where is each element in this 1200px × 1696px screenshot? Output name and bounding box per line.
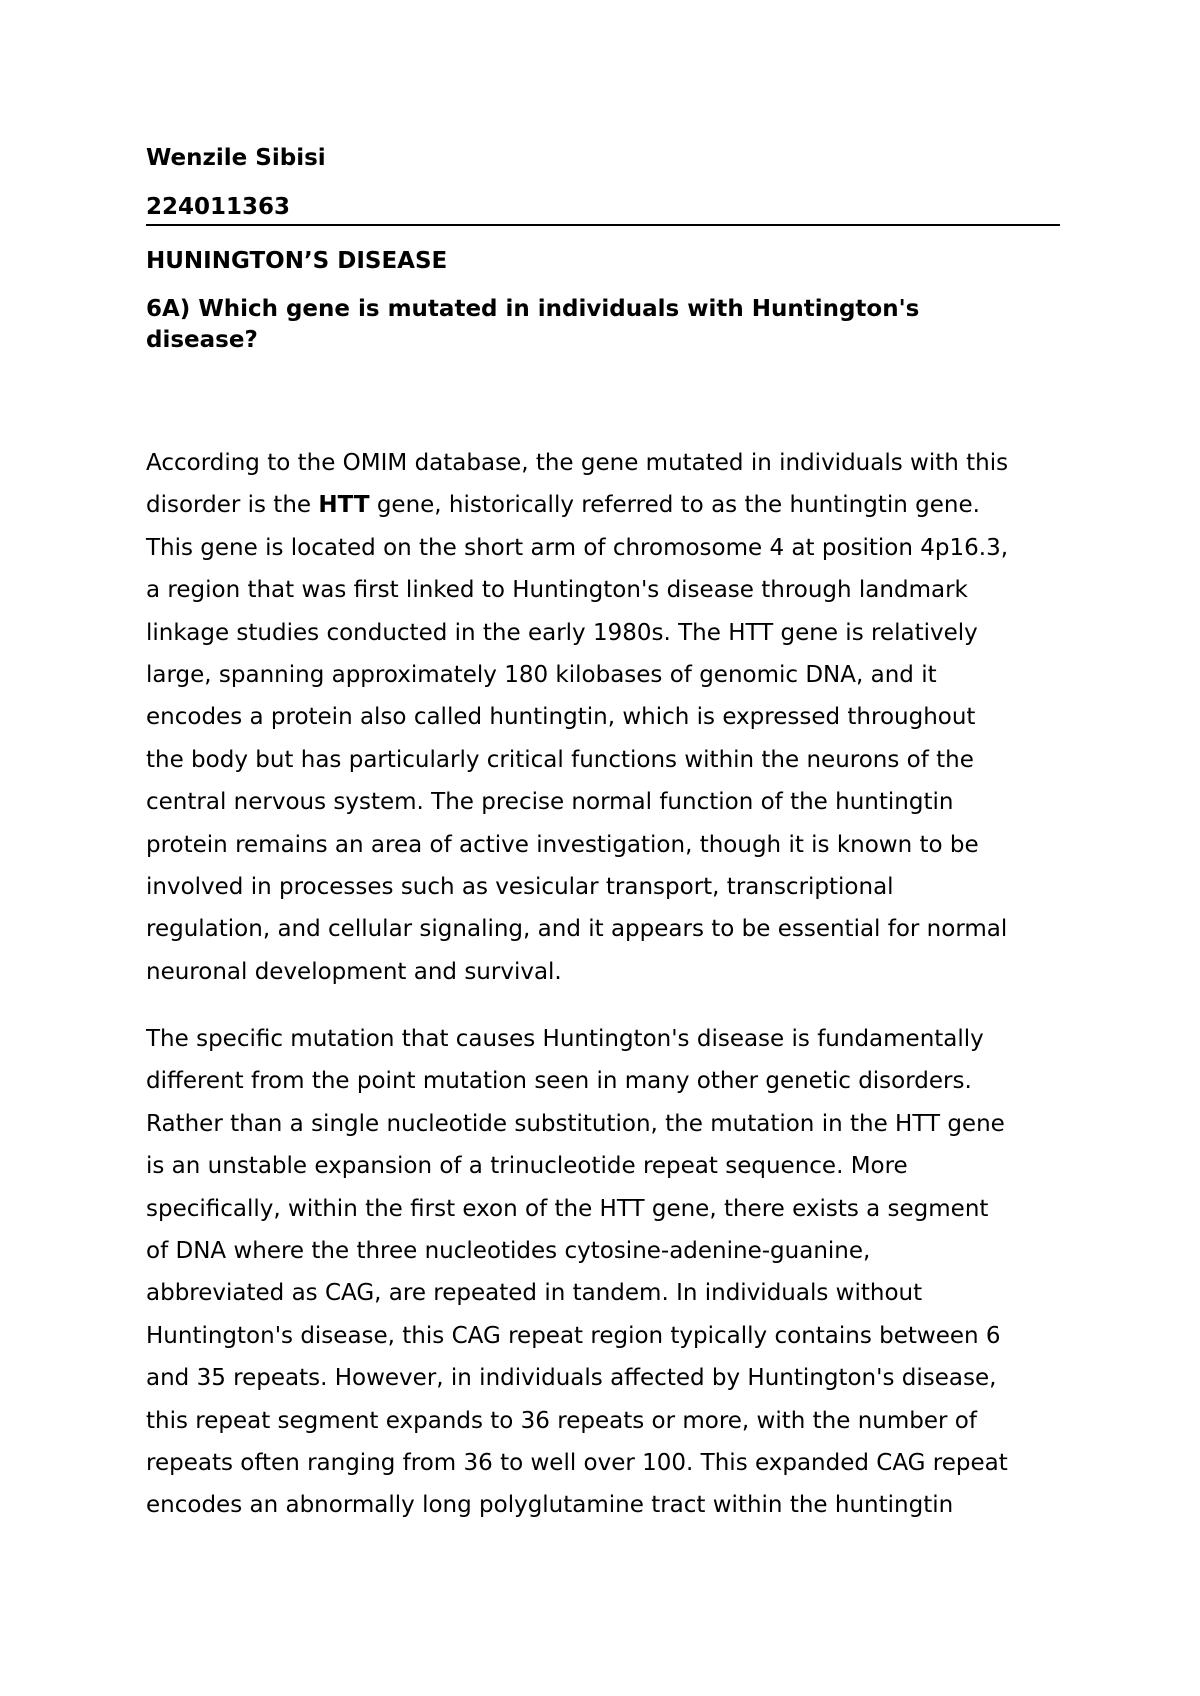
text-run: gene, historically referred to as the huntingtin gene. [369, 492, 980, 519]
paragraph-line: is an unstable expansion of a trinucleotide repeat sequence. More [146, 1153, 908, 1180]
paragraph-line: the body but has particularly critical functions within the neurons of the [146, 746, 974, 773]
paragraph-line: a region that was first linked to Huntington's disease through landmark [146, 577, 968, 604]
answer-paragraph-1 [146, 442, 1060, 993]
document-title: HUNINGTON’S DISEASE [146, 248, 448, 274]
question-line: 6A) Which gene is mutated in individuals with Huntington's [146, 296, 920, 322]
paragraph-line: large, spanning approximately 180 kilobases of genomic DNA, and it [146, 661, 937, 688]
paragraph-line: regulation, and cellular signaling, and it appears to be essential for normal [146, 916, 1008, 943]
paragraph-line: involved in processes such as vesicular transport, transcriptional [146, 873, 894, 900]
paragraph-line: central nervous system. The precise normal function of the huntingtin [146, 789, 954, 816]
paragraph-line: repeats often ranging from 36 to well over 100. This expanded CAG repeat [146, 1449, 1008, 1476]
paragraph-line: different from the point mutation seen in many other genetic disorders. [146, 1068, 972, 1095]
question-line: disease? [146, 327, 258, 353]
paragraph-line: The specific mutation that causes Huntington's disease is fundamentally [146, 1026, 984, 1052]
paragraph-line: neuronal development and survival. [146, 958, 562, 985]
paragraph-line: of DNA where the three nucleotides cytosine-adenine-guanine, [146, 1237, 871, 1264]
paragraph-line: This gene is located on the short arm of chromosome 4 at position 4p16.3, [146, 534, 1009, 561]
question-heading [146, 294, 1060, 356]
student-id: 224011363 [146, 194, 291, 220]
answer-paragraph-2 [146, 1018, 1060, 1527]
header-divider [146, 224, 1060, 226]
gene-name-bold: HTT [318, 492, 370, 519]
paragraph-line: specifically, within the first exon of the HTT gene, there exists a segment [146, 1195, 989, 1222]
author-name: Wenzile Sibisi [146, 145, 326, 171]
paragraph-line: encodes an abnormally long polyglutamine tract within the huntingtin [146, 1492, 954, 1519]
paragraph-line: this repeat segment expands to 36 repeats or more, with the number of [146, 1407, 977, 1434]
paragraph-line: Rather than a single nucleotide substitution, the mutation in the HTT gene [146, 1110, 1005, 1137]
paragraph-line: Huntington's disease, this CAG repeat region typically contains between 6 [146, 1322, 1001, 1349]
paragraph-line [146, 484, 1060, 526]
paragraph-line: abbreviated as CAG, are repeated in tandem. In individuals without [146, 1280, 923, 1307]
text-run: disorder is the [146, 492, 319, 519]
paragraph-line: According to the OMIM database, the gene mutated in individuals with this [146, 450, 1009, 476]
paragraph-line: linkage studies conducted in the early 1980s. The HTT gene is relatively [146, 619, 978, 646]
paragraph-line: encodes a protein also called huntingtin, which is expressed throughout [146, 704, 976, 731]
paragraph-line: protein remains an area of active investigation, though it is known to be [146, 831, 979, 858]
paragraph-line: and 35 repeats. However, in individuals affected by Huntington's disease, [146, 1365, 997, 1392]
